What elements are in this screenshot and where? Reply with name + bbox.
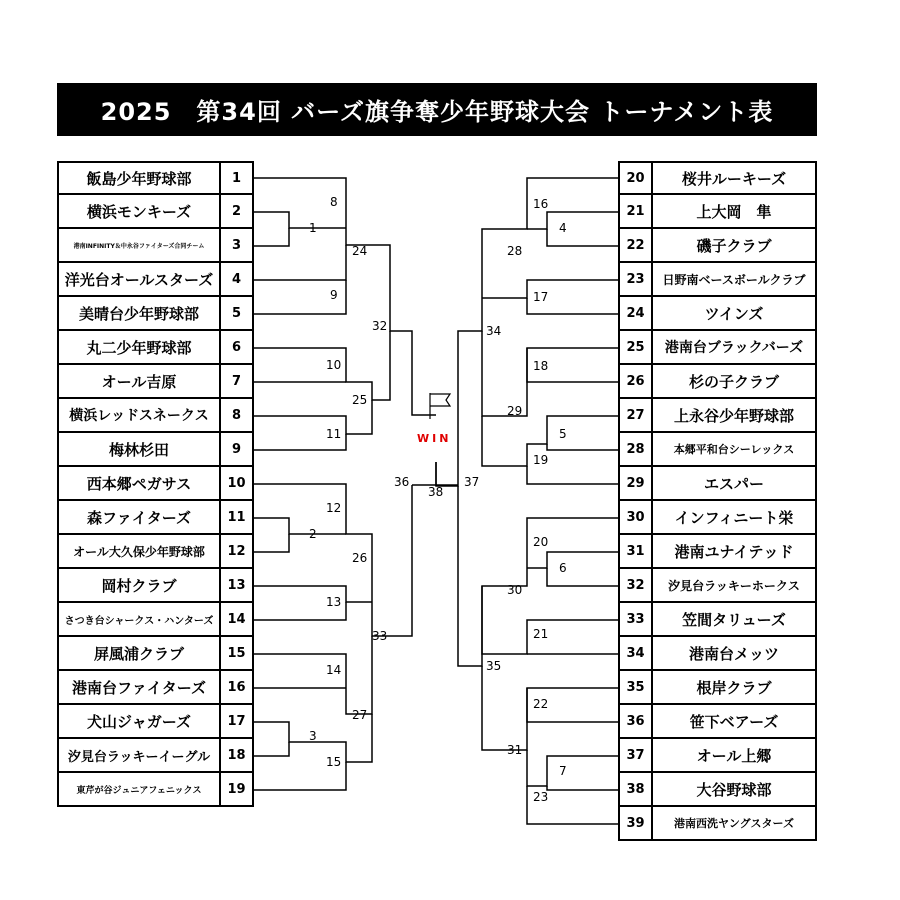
team-name: 屏風浦クラブ xyxy=(57,637,219,671)
team-name: オール大久保少年野球部 xyxy=(57,535,219,569)
team-seed: 5 xyxy=(219,297,254,331)
win-label: WIN xyxy=(417,432,452,445)
team-seed: 33 xyxy=(618,603,653,637)
bracket-line xyxy=(436,178,618,489)
bracket-line xyxy=(254,178,436,415)
bracket-line xyxy=(547,229,618,246)
team-seed: 8 xyxy=(219,399,254,433)
team-seed: 32 xyxy=(618,569,653,603)
team-name: 丸二少年野球部 xyxy=(57,331,219,365)
team-name: 横浜レッドスネークス xyxy=(57,399,219,433)
team-seed: 29 xyxy=(618,467,653,501)
team-name: ツインズ xyxy=(653,297,817,331)
flag-icon xyxy=(428,392,454,420)
match-number: 31 xyxy=(507,743,523,757)
team-name: 洋光台オールスターズ xyxy=(57,263,219,297)
match-number: 36 xyxy=(394,475,410,489)
team-name: 港南台ブラックバーズ xyxy=(653,331,817,365)
team-name: 磯子クラブ xyxy=(653,229,817,263)
bracket-line xyxy=(527,466,618,484)
team-seed: 12 xyxy=(219,535,254,569)
team-seed: 26 xyxy=(618,365,653,399)
match-number: 32 xyxy=(372,319,388,333)
match-number: 15 xyxy=(326,755,342,769)
match-number: 29 xyxy=(507,404,523,418)
team-seed: 27 xyxy=(618,399,653,433)
bracket-line xyxy=(527,212,618,229)
match-number: 12 xyxy=(326,501,342,515)
team-name: 梅林杉田 xyxy=(57,433,219,467)
team-seed: 24 xyxy=(618,297,653,331)
team-seed: 20 xyxy=(618,161,653,195)
team-name: さつき台シャークス・ハンターズ xyxy=(57,603,219,637)
match-number: 7 xyxy=(559,764,567,778)
match-number: 10 xyxy=(326,358,342,372)
team-seed: 31 xyxy=(618,535,653,569)
bracket-line xyxy=(482,280,618,298)
match-number: 16 xyxy=(533,197,549,211)
bracket-line xyxy=(254,228,289,246)
match-number: 26 xyxy=(352,551,368,565)
match-number: 8 xyxy=(330,195,338,209)
bracket-line xyxy=(254,534,289,552)
team-name: 横浜モンキーズ xyxy=(57,195,219,229)
team-name: 上永谷少年野球部 xyxy=(653,399,817,433)
bracket-line xyxy=(254,331,390,400)
match-number: 21 xyxy=(533,627,549,641)
team-name: 根岸クラブ xyxy=(653,671,817,705)
bracket-line xyxy=(254,586,372,602)
team-seed: 25 xyxy=(618,331,653,365)
match-number: 30 xyxy=(507,583,523,597)
match-number: 18 xyxy=(533,359,549,373)
match-number: 35 xyxy=(486,659,502,673)
bracket-line xyxy=(254,518,346,534)
team-seed: 36 xyxy=(618,705,653,739)
team-seed: 13 xyxy=(219,569,254,603)
team-seed: 39 xyxy=(618,807,653,841)
bracket-line xyxy=(482,666,618,750)
bracket-line xyxy=(527,552,618,568)
team-seed: 38 xyxy=(618,773,653,807)
team-seed: 28 xyxy=(618,433,653,467)
match-number: 11 xyxy=(326,427,342,441)
team-seed: 21 xyxy=(618,195,653,229)
team-seed: 7 xyxy=(219,365,254,399)
team-seed: 2 xyxy=(219,195,254,229)
team-name: 本郷平和台シーレックス xyxy=(653,433,817,467)
team-name: 港南西洗ヤングスターズ xyxy=(653,807,817,841)
team-name: 汐見台ラッキーホークス xyxy=(653,569,817,603)
team-seed: 16 xyxy=(219,671,254,705)
team-name: 港南INFINITY＆中永谷ファイターズ合同チーム xyxy=(57,229,219,263)
final-match-number: 38 xyxy=(428,485,444,499)
team-seed: 9 xyxy=(219,433,254,467)
match-number: 33 xyxy=(372,629,388,643)
match-number: 14 xyxy=(326,663,342,677)
bracket-line xyxy=(482,583,618,654)
final-line xyxy=(412,462,458,486)
team-seed: 4 xyxy=(219,263,254,297)
match-number: 20 xyxy=(533,535,549,549)
team-name: インフィニート栄 xyxy=(653,501,817,535)
team-name: 杉の子クラブ xyxy=(653,365,817,399)
team-seed: 23 xyxy=(618,263,653,297)
bracket-line xyxy=(482,416,618,466)
match-number: 27 xyxy=(352,708,368,722)
match-number: 1 xyxy=(309,221,317,235)
bracket-line xyxy=(547,568,618,586)
bracket-line xyxy=(527,750,618,786)
match-number: 25 xyxy=(352,393,368,407)
team-seed: 1 xyxy=(219,161,254,195)
team-name: 大谷野球部 xyxy=(653,773,817,807)
team-name: 笠間タリューズ xyxy=(653,603,817,637)
match-number: 5 xyxy=(559,427,567,441)
page-title: 2025 第34回 バーズ旗争奪少年野球大会 トーナメント表 xyxy=(57,83,817,136)
team-name: 美晴台少年野球部 xyxy=(57,297,219,331)
team-seed: 10 xyxy=(219,467,254,501)
bracket-line xyxy=(482,331,618,416)
bracket-line xyxy=(254,212,346,228)
team-name: 港南台メッツ xyxy=(653,637,817,671)
match-number: 6 xyxy=(559,561,567,575)
team-seed: 37 xyxy=(618,739,653,773)
team-name: 犬山ジャガーズ xyxy=(57,705,219,739)
team-name: オール吉原 xyxy=(57,365,219,399)
match-number: 34 xyxy=(486,324,502,338)
match-number: 4 xyxy=(559,221,567,235)
team-seed: 19 xyxy=(219,773,254,807)
team-seed: 14 xyxy=(219,603,254,637)
team-seed: 6 xyxy=(219,331,254,365)
match-number: 19 xyxy=(533,453,549,467)
team-name: オール上郷 xyxy=(653,739,817,773)
match-number: 28 xyxy=(507,244,523,258)
match-number: 17 xyxy=(533,290,549,304)
bracket-line xyxy=(547,444,618,450)
bracket-line xyxy=(254,636,372,714)
team-name: 日野南ベースボールクラブ xyxy=(653,263,817,297)
match-number: 23 xyxy=(533,790,549,804)
team-seed: 3 xyxy=(219,229,254,263)
team-seed: 34 xyxy=(618,637,653,671)
match-number: 13 xyxy=(326,595,342,609)
team-seed: 18 xyxy=(219,739,254,773)
match-number: 24 xyxy=(352,244,368,258)
team-name: 森ファイターズ xyxy=(57,501,219,535)
match-number: 9 xyxy=(330,288,338,302)
match-number: 37 xyxy=(464,475,480,489)
team-name: 岡村クラブ xyxy=(57,569,219,603)
team-seed: 17 xyxy=(219,705,254,739)
team-name: 上大岡 隼 xyxy=(653,195,817,229)
team-seed: 30 xyxy=(618,501,653,535)
team-name: 港南台ファイターズ xyxy=(57,671,219,705)
team-name: 汐見台ラッキーイーグル xyxy=(57,739,219,773)
team-name: エスパー xyxy=(653,467,817,501)
match-number: 3 xyxy=(309,729,317,743)
team-seed: 15 xyxy=(219,637,254,671)
team-name: 港南ユナイテッド xyxy=(653,535,817,569)
team-seed: 35 xyxy=(618,671,653,705)
bracket-line xyxy=(254,245,346,280)
team-name: 東芹が谷ジュニアフェニックス xyxy=(57,773,219,807)
team-seed: 22 xyxy=(618,229,653,263)
match-number: 2 xyxy=(309,527,317,541)
bracket-line xyxy=(547,786,618,790)
team-name: 桜井ルーキーズ xyxy=(653,161,817,195)
bracket-line xyxy=(254,742,289,756)
team-name: 笹下ベアーズ xyxy=(653,705,817,739)
match-number: 22 xyxy=(533,697,549,711)
team-name: 西本郷ペガサス xyxy=(57,467,219,501)
team-name: 飯島少年野球部 xyxy=(57,161,219,195)
team-seed: 11 xyxy=(219,501,254,535)
